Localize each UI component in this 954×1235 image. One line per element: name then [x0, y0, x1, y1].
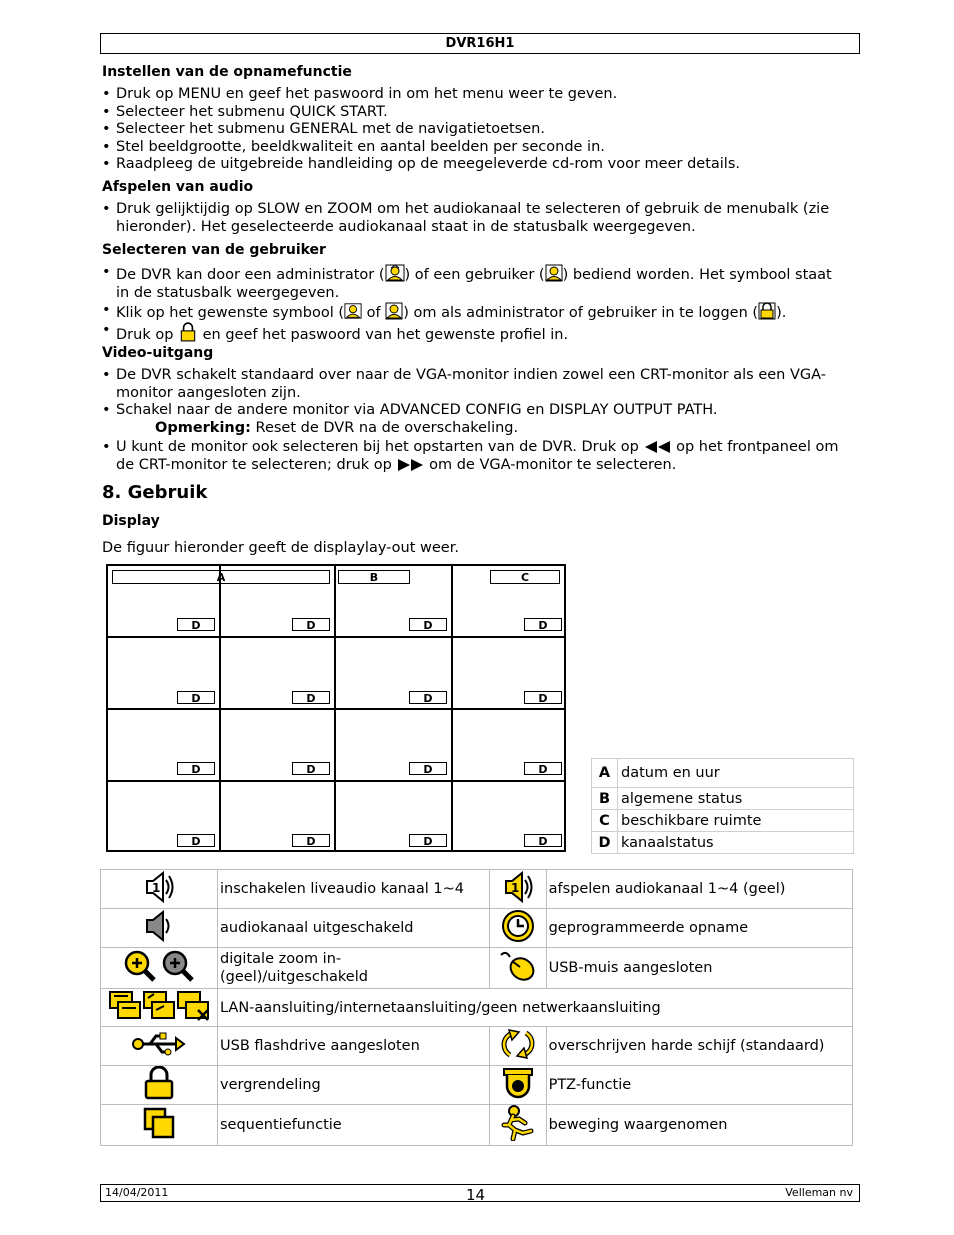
- sequence-icon: [142, 1106, 176, 1140]
- icon-description: inschakelen liveaudio kanaal 1~4: [218, 870, 490, 909]
- legend-text: datum en uur: [618, 759, 854, 788]
- label-d: D: [292, 834, 330, 847]
- note: [155, 420, 518, 437]
- icon-description: afspelen audiokanaal 1~4 (geel): [546, 870, 852, 909]
- overwrite-icon: [501, 1027, 535, 1061]
- icon-description: USB-muis aangesloten: [546, 948, 852, 989]
- lan-icon: [108, 990, 142, 1022]
- table-row: [101, 1066, 853, 1105]
- internet-icon: [142, 990, 176, 1022]
- legend-key: C: [592, 810, 618, 832]
- icon-description: sequentiefunctie: [218, 1105, 490, 1146]
- list-item: • Selecteer het submenu QUICK START.: [102, 104, 862, 122]
- icon-description: beweging waargenomen: [546, 1105, 852, 1146]
- note-text: Reset de DVR na de overschakeling.: [250, 420, 519, 436]
- icon-table: [100, 869, 853, 1146]
- icon-cell: [489, 1027, 546, 1066]
- label-d: D: [409, 834, 447, 847]
- label-d: D: [409, 762, 447, 775]
- icon-cell: [101, 1027, 218, 1066]
- heading-recording: Instellen van de opnamefunctie: [102, 64, 352, 80]
- label-d: D: [524, 762, 562, 775]
- label-d: D: [292, 762, 330, 775]
- icon-description: [218, 948, 490, 989]
- icon-cell: [101, 948, 218, 989]
- label-b: B: [338, 570, 410, 584]
- table-row: [592, 759, 854, 788]
- list-item: [102, 264, 862, 302]
- zoom-off-icon: [161, 949, 195, 983]
- icon-cell: [489, 870, 546, 909]
- label-d: D: [292, 618, 330, 631]
- table-row: [101, 870, 853, 909]
- icon-cell: [101, 1105, 218, 1146]
- label-d: D: [524, 834, 562, 847]
- text: U kunt de monitor ook selecteren bij het opstarten van de DVR. Druk op: [116, 439, 644, 455]
- text: De DVR kan door een administrator (: [116, 267, 385, 283]
- speaker-playback-icon: [500, 870, 536, 904]
- legend-key: B: [592, 788, 618, 810]
- label-d: D: [524, 618, 562, 631]
- section-title: 8. Gebruik: [102, 482, 208, 503]
- table-row: [101, 989, 853, 1027]
- list-item: [102, 439, 862, 474]
- icon-description: geprogrammeerde opname: [546, 909, 852, 948]
- icon-description: LAN-aansluiting/internetaansluiting/geen netwerkaansluiting: [218, 989, 853, 1027]
- text: of: [362, 305, 386, 321]
- label-a: A: [112, 570, 330, 584]
- mouse-icon: [498, 949, 538, 983]
- list-item: [102, 322, 862, 345]
- text: Druk op: [116, 327, 179, 343]
- lock-icon: [178, 322, 198, 342]
- list-item: • Stel beeldgrootte, beeldkwaliteit en aantal beelden per seconde in.: [102, 139, 862, 157]
- heading-video-output: Video-uitgang: [102, 345, 214, 361]
- lock-icon: [142, 1066, 176, 1100]
- list-item: [102, 201, 862, 236]
- document-title: DVR16H1: [445, 36, 515, 51]
- table-row: [101, 909, 853, 948]
- user-icon: [545, 264, 563, 282]
- list-item: • Raadpleeg de uitgebreide handleiding op de meegeleverde cd-rom voor meer details.: [102, 156, 862, 174]
- footer-date: 14/04/2011: [105, 1186, 169, 1199]
- heading-user: Selecteren van de gebruiker: [102, 242, 326, 258]
- lock-icon: [758, 302, 776, 320]
- text-line: in de statusbalk weergegeven.: [116, 284, 340, 301]
- icon-description: overschrijven harde schijf (standaard): [546, 1027, 852, 1066]
- admin-icon: [344, 302, 362, 320]
- label-d: D: [177, 618, 215, 631]
- clock-icon: [501, 909, 535, 943]
- label-d: D: [177, 691, 215, 704]
- icon-cell: [489, 1105, 546, 1146]
- legend-text: beschikbare ruimte: [618, 810, 854, 832]
- display-layout-diagram: [106, 564, 566, 852]
- text: de CRT-monitor te selecteren; druk op: [116, 456, 397, 473]
- table-row: [592, 810, 854, 832]
- page-footer: [100, 1184, 860, 1202]
- footer-company: Velleman nv: [785, 1186, 853, 1199]
- text: ) om als administrator of gebruiker in te loggen (: [403, 305, 759, 321]
- text: op het frontpaneel om: [671, 439, 839, 455]
- speaker-badge: 1: [510, 881, 519, 895]
- table-row: [592, 832, 854, 854]
- note-label: Opmerking:: [155, 420, 251, 436]
- list-item: [102, 367, 862, 402]
- text: ) bediend worden. Het symbool staat: [562, 267, 832, 283]
- label-d: D: [177, 834, 215, 847]
- icon-description: audiokanaal uitgeschakeld: [218, 909, 490, 948]
- label-c: C: [490, 570, 560, 584]
- heading-audio: Afspelen van audio: [102, 179, 254, 195]
- table-row: [101, 948, 853, 989]
- icon-cell: [489, 909, 546, 948]
- user-icon: [385, 302, 403, 320]
- icon-cell: [489, 948, 546, 989]
- icon-cell: [101, 870, 218, 909]
- text: ).: [776, 305, 787, 321]
- icon-description: vergrendeling: [218, 1066, 490, 1105]
- zoom-in-icon: [123, 949, 157, 983]
- label-d: D: [292, 691, 330, 704]
- usb-icon: [132, 1031, 186, 1057]
- icon-cell: [101, 1066, 218, 1105]
- admin-icon: [385, 264, 405, 282]
- legend-key: A: [592, 759, 618, 788]
- label-d: D: [409, 691, 447, 704]
- text-line: monitor aangesloten zijn.: [116, 384, 301, 401]
- legend-text: kanaalstatus: [618, 832, 854, 854]
- text: om de VGA-monitor te selecteren.: [424, 456, 677, 473]
- text-line: • Druk gelijktijdig op SLOW en ZOOM om het audiokanaal te selecteren of gebruik de menubalk (zie: [116, 201, 830, 217]
- list-item: • Selecteer het submenu GENERAL met de navigatietoetsen.: [102, 121, 862, 139]
- no-network-icon: [176, 990, 210, 1022]
- legend-text: algemene status: [618, 788, 854, 810]
- speaker-muted-icon: [141, 909, 177, 943]
- label-d: D: [177, 762, 215, 775]
- motion-icon: [501, 1105, 535, 1141]
- icon-description: USB flashdrive aangesloten: [218, 1027, 490, 1066]
- text-line: hieronder). Het geselecteerde audiokanaal staat in de statusbalk weergegeven.: [116, 218, 696, 235]
- icon-description: PTZ-functie: [546, 1066, 852, 1105]
- rewind-icon: [644, 440, 672, 454]
- text: Klik op het gewenste symbool (: [116, 305, 345, 321]
- ptz-camera-icon: [501, 1066, 535, 1100]
- table-row: [101, 1027, 853, 1066]
- intro-text: De figuur hieronder geeft de displaylay-out weer.: [102, 540, 459, 556]
- list-item: [102, 302, 862, 323]
- text-line: • De DVR schakelt standaard over naar de VGA-monitor indien zowel een CRT-monitor als een VGA-: [116, 367, 826, 383]
- label-d: D: [524, 691, 562, 704]
- page-header: [100, 33, 860, 54]
- speaker-live-icon: [141, 870, 177, 904]
- text-line: digitale zoom in-: [220, 951, 342, 967]
- legend-key: D: [592, 832, 618, 854]
- table-row: [592, 788, 854, 810]
- icon-cell: [101, 909, 218, 948]
- label-d: D: [409, 618, 447, 631]
- table-row: [101, 1105, 853, 1146]
- text: en geef het paswoord van het gewenste profiel in.: [198, 327, 569, 343]
- text: ) of een gebruiker (: [404, 267, 545, 283]
- icon-cell: [101, 989, 218, 1027]
- list-item: • Schakel naar de andere monitor via ADVANCED CONFIG en DISPLAY OUTPUT PATH.: [102, 402, 862, 420]
- page-number: 14: [466, 1186, 486, 1204]
- text-line: (geel)/uitgeschakeld: [220, 969, 368, 985]
- icon-cell: [489, 1066, 546, 1105]
- speaker-badge: 1: [152, 881, 161, 895]
- legend-table: [591, 758, 854, 854]
- list-item: • Druk op MENU en geef het paswoord in om het menu weer te geven.: [102, 86, 862, 104]
- fast-forward-icon: [397, 458, 425, 472]
- subheading-display: Display: [102, 513, 160, 529]
